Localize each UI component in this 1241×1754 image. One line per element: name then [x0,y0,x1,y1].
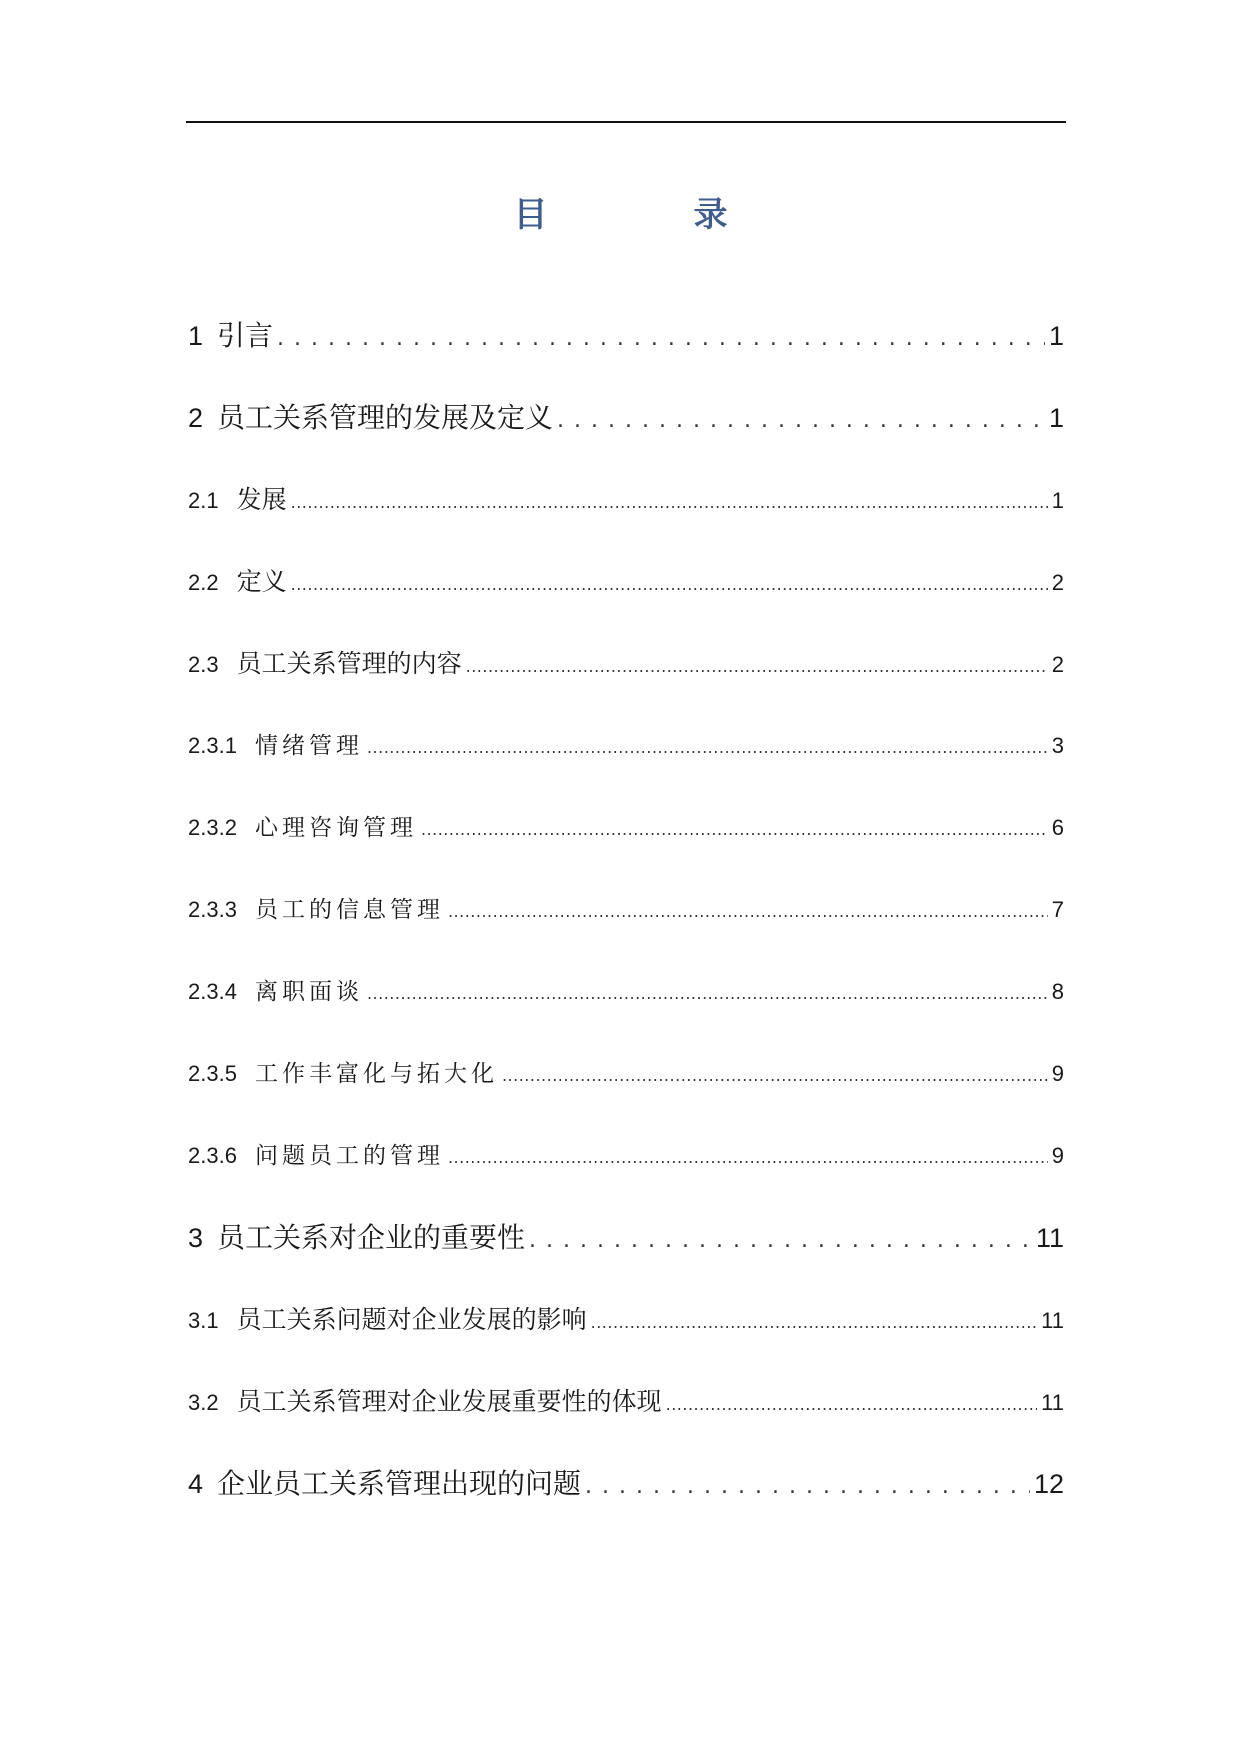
toc-entry-number: 4 [188,1469,204,1499]
toc-leader-dots [529,1213,1032,1269]
toc-entry[interactable] [188,1046,1064,1128]
toc-entry[interactable] [188,636,1064,718]
toc-entry-title: 员工关系管理的内容 [236,649,462,678]
toc-entry-title: 引言 [217,319,274,352]
toc-entry-number: 3.2 [188,1390,219,1415]
toc-entry-title: 企业员工关系管理出现的问题 [217,1467,582,1500]
toc-leader-dots [557,393,1045,449]
toc-entry-page: 9 [1051,1061,1064,1086]
toc-leader-dots [666,1377,1038,1433]
toc-entry[interactable] [188,1210,1064,1292]
toc-entry-number: 2.3.6 [188,1143,237,1168]
toc-entry-number: 2.3.5 [188,1061,237,1086]
toc-entry-title: 员工关系对企业的重要性 [217,1221,526,1254]
toc-entry-number: 2.3 [188,652,219,677]
toc-entry-page: 11 [1041,1390,1064,1415]
toc-leader-dots [367,966,1048,1022]
toc-entry-title: 发展 [236,485,287,514]
toc-leader-dots [466,639,1048,695]
toc-leader-dots [448,884,1048,940]
toc-entry[interactable] [188,964,1064,1046]
toc-entry-number: 2.3.4 [188,979,237,1004]
toc-entry-number: 3.1 [188,1308,219,1333]
toc-entry-page: 11 [1041,1308,1064,1333]
toc-entry-number: 3 [188,1223,204,1253]
toc-entry-page: 1 [1048,321,1064,351]
toc-entry-page: 7 [1051,897,1064,922]
toc-entry-page: 2 [1051,570,1064,595]
toc-entry-title: 离职面谈 [254,979,363,1005]
toc-leader-dots [448,1130,1048,1186]
toc-entry-page: 9 [1051,1143,1064,1168]
toc-entry-number: 2.3.2 [188,815,237,840]
toc-leader-dots [291,475,1048,531]
toc-leader-dots [277,311,1045,367]
toc-entry[interactable] [188,800,1064,882]
toc-entry-title: 员工关系管理对企业发展重要性的体现 [236,1387,662,1416]
toc-entry-number: 1 [188,321,204,351]
toc-entry-page: 12 [1033,1469,1064,1499]
toc-entry-title: 定义 [236,567,287,596]
toc-entry-number: 2.3.1 [188,733,237,758]
toc-leader-dots [591,1295,1038,1351]
toc-entry-page: 3 [1051,733,1064,758]
toc-entry[interactable] [188,554,1064,636]
toc-entry-title: 员工关系管理的发展及定义 [217,401,554,434]
toc-entry-page: 2 [1051,652,1064,677]
toc-leader-dots [502,1048,1048,1104]
toc-entry-title: 情绪管理 [254,733,363,759]
toc-entry[interactable] [188,1374,1064,1456]
toc-entry-page: 11 [1035,1223,1064,1253]
toc-entry-page: 1 [1051,488,1064,513]
header-rule [186,121,1066,123]
toc-entry[interactable] [188,390,1064,472]
toc-entry[interactable] [188,718,1064,800]
toc-entry[interactable] [188,882,1064,964]
toc-leader-dots [421,802,1048,858]
toc-entry-title: 员工关系问题对企业发展的影响 [236,1305,587,1334]
toc-entry-page: 8 [1051,979,1064,1004]
toc-entry-number: 2.1 [188,488,219,513]
toc-entry-title: 问题员工的管理 [254,1143,444,1169]
toc-entry-number: 2.3.3 [188,897,237,922]
toc-entry[interactable] [188,1128,1064,1210]
toc-entry[interactable] [188,1456,1064,1538]
toc-leader-dots [367,720,1048,776]
toc-heading: 目 录 [513,195,784,235]
toc-entry[interactable] [188,472,1064,554]
toc-entry[interactable] [188,1292,1064,1374]
toc-leader-dots [585,1459,1030,1515]
toc-entry-title: 员工的信息管理 [254,897,444,923]
toc-list [188,308,1064,1538]
toc-entry-page: 6 [1051,815,1064,840]
toc-entry-number: 2.2 [188,570,219,595]
toc-entry-title: 心理咨询管理 [254,815,417,841]
toc-entry-number: 2 [188,403,204,433]
toc-entry-title: 工作丰富化与拓大化 [254,1061,498,1087]
toc-entry[interactable] [188,308,1064,390]
toc-leader-dots [291,557,1048,613]
toc-entry-page: 1 [1048,403,1064,433]
